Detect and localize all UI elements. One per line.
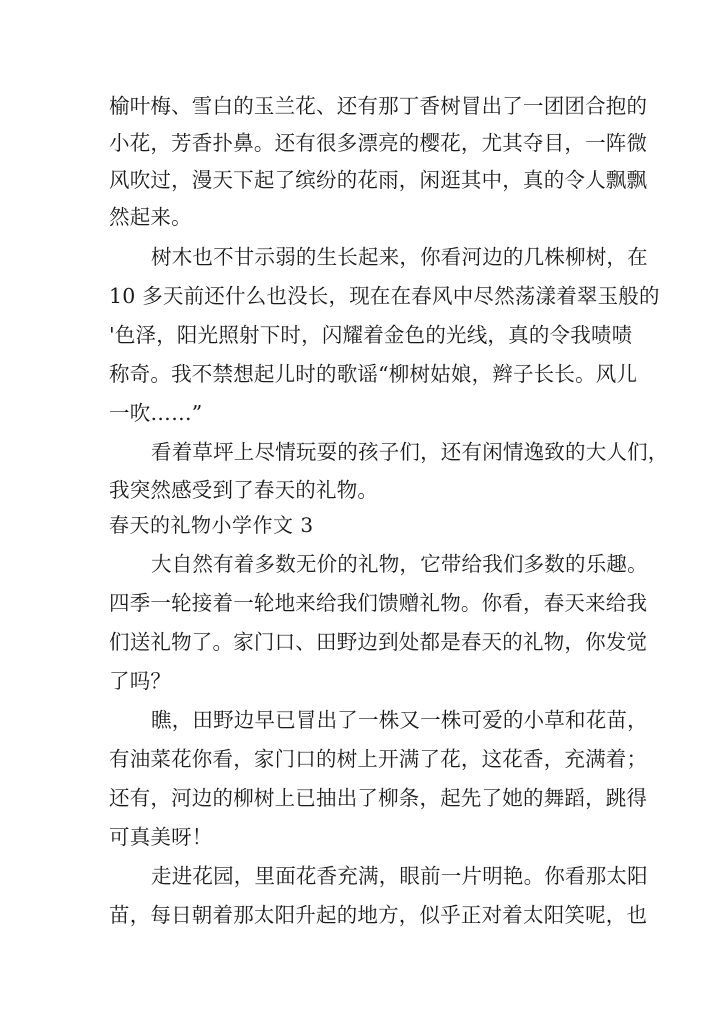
paragraph-5-line-2: 有油菜花你看，家门口的树上开满了花，这花香，充满着； xyxy=(109,747,648,771)
paragraph-6-line-2: 苗，每日朝着那太阳升起的地方，似乎正对着太阳笑呢，也 xyxy=(109,903,648,927)
paragraph-1-line-1: 榆叶梅、雪白的玉兰花、还有那丁香树冒出了一团团合抱的 xyxy=(109,94,648,118)
paragraph-4-line-1: 大自然有着多数无价的礼物，它带给我们多数的乐趣。 xyxy=(151,552,648,576)
paragraph-6-line-1-wrap xyxy=(109,858,648,894)
paragraph-2-line-5: 一吹……” xyxy=(109,401,203,425)
paragraph-3-line-2: 我突然感受到了春天的礼物。 xyxy=(109,478,379,502)
paragraph-4-line-2: 四季一轮接着一轮地来给我们馈赠礼物。你看，春天来给我 xyxy=(109,591,648,615)
paragraph-2-line-1-wrap xyxy=(109,239,648,275)
paragraph-2-line-4: 称奇。我不禁想起儿时的歌谣“柳树姑娘，辫子长长。风儿 xyxy=(109,362,638,386)
paragraph-3-line-1: 看着草坪上尽情玩耍的孩子们，还有闲情逸致的大人们， xyxy=(151,440,669,464)
paragraph-5-line-1-wrap xyxy=(109,702,648,738)
paragraph-1-line-3: 风吹过，漫天下起了缤纷的花雨，闲逛其中，真的令人飘飘 xyxy=(109,168,648,192)
paragraph-2-line-3: '色泽，阳光照射下时，闪耀着金色的光线，真的令我啧啧 xyxy=(109,323,633,347)
paragraph-1-line-4: 然起来。 xyxy=(109,205,192,229)
paragraph-3-line-1-wrap xyxy=(109,434,669,470)
paragraph-2-line-1: 树木也不甘示弱的生长起来，你看河边的几株柳树，在 xyxy=(151,245,648,269)
section-heading: 春天的礼物小学作文 3 xyxy=(109,513,314,537)
paragraph-2-line-2: 10 多天前还什么也没长，现在在春风中尽然荡漾着翠玉般的 xyxy=(109,284,660,308)
paragraph-5-line-4: 可真美呀！ xyxy=(109,825,213,849)
paragraph-4-line-1-wrap xyxy=(109,546,648,582)
paragraph-6-line-1: 走进花园，里面花香充满，眼前一片明艳。你看那太阳 xyxy=(151,864,648,888)
paragraph-4-line-3: 们送礼物了。家门口、田野边到处都是春天的礼物，你发觉 xyxy=(109,630,648,654)
paragraph-1-line-2: 小花，芳香扑鼻。还有很多漂亮的樱花，尤其夺目，一阵微 xyxy=(109,131,648,155)
paragraph-4-line-4: 了吗？ xyxy=(109,669,172,693)
paragraph-5-line-1: 瞧，田野边早已冒出了一株又一株可爱的小草和花苗， xyxy=(151,708,648,732)
paragraph-5-line-3: 还有，河边的柳树上已抽出了柳条，起先了她的舞蹈，跳得 xyxy=(109,786,648,810)
